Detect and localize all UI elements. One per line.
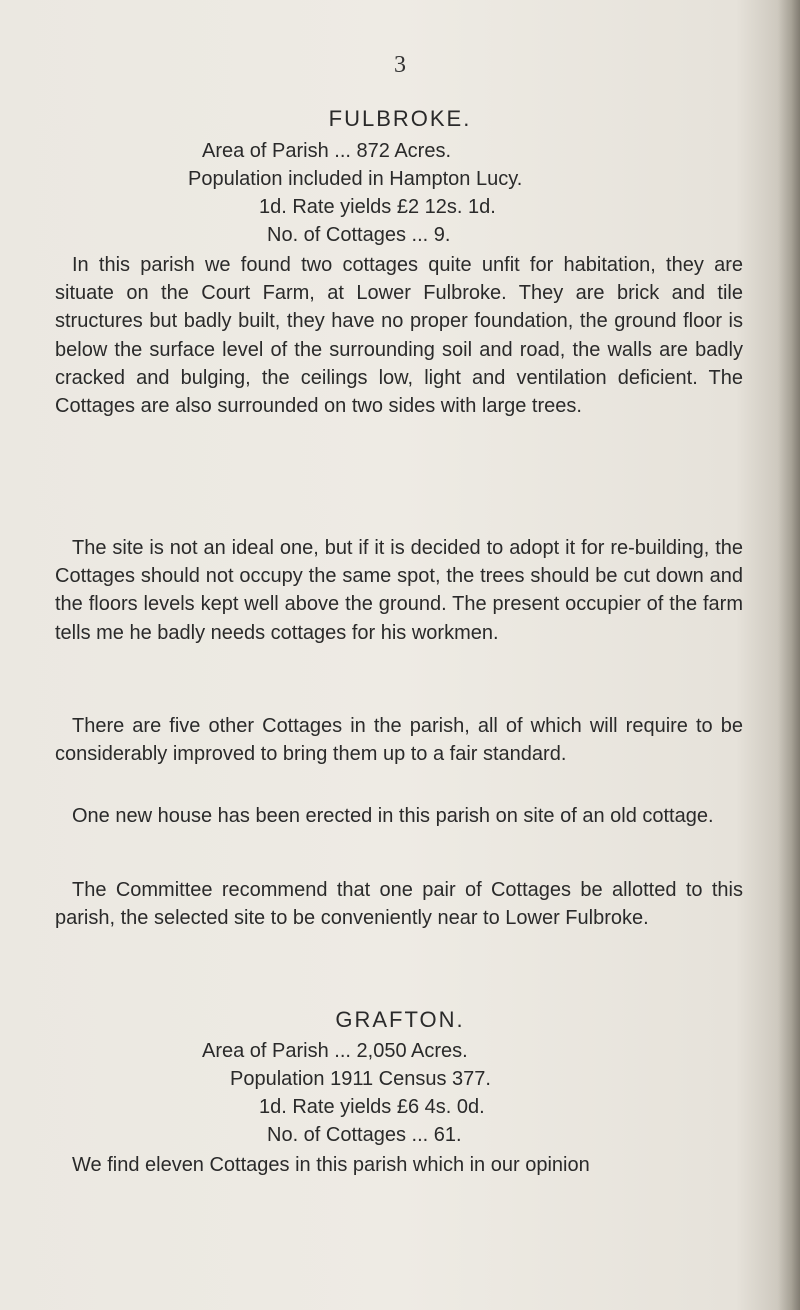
fulbroke-paragraph-2: The site is not an ideal one, but if it is decided to adopt it for re-building, the Cottages should not occupy the same spot, the trees should be cut down and the floors levels kept well above the ground. The present occupier of the farm tells me he badly needs cottages for his workmen.	[55, 537, 743, 644]
fulbroke-cottages: No. of Cottages ... 9.	[267, 224, 451, 246]
fulbroke-area: Area of Parish ... 872 Acres.	[202, 140, 452, 162]
fulbroke-paragraph-4: One new house has been erected in this parish on site of an old cottage.	[72, 805, 714, 827]
grafton-population: Population 1911 Census 377.	[230, 1068, 491, 1090]
grafton-area: Area of Parish ... 2,050 Acres.	[202, 1040, 468, 1062]
section-heading-grafton: GRAFTON.	[335, 1007, 465, 1032]
fulbroke-paragraph-5: The Committee recommend that one pair of Cottages be allotted to this parish, the selected site to be conveniently near to Lower Fulbroke.	[55, 879, 743, 930]
section-heading-fulbroke: FULBROKE.	[328, 106, 472, 131]
grafton-rate: 1d. Rate yields £6 4s. 0d.	[259, 1096, 485, 1118]
page-number: 3	[394, 52, 406, 78]
fulbroke-rate: 1d. Rate yields £2 12s. 1d.	[259, 196, 496, 218]
fulbroke-paragraph-1: In this parish we found two cottages quite unfit for habitation, they are situate on the Court Farm, at Lower Fulbroke. They are brick and tile structures but badly built, they have no proper foundation, the ground floor is below the surface level of the surrounding soil and road, the walls are badly cracked and bulging, the ceilings low, light and ventilation deficient. The Cottages are also surrounded on two sides with large trees.	[55, 254, 743, 418]
page-edge-shadow	[778, 0, 800, 1310]
fulbroke-population: Population included in Hampton Lucy.	[188, 168, 523, 190]
grafton-paragraph-1: We find eleven Cottages in this parish which in our opinion	[72, 1154, 590, 1176]
grafton-cottages: No. of Cottages ... 61.	[267, 1124, 462, 1146]
fulbroke-paragraph-3: There are five other Cottages in the parish, all of which will require to be considerably improved to bring them up to a fair standard.	[55, 715, 743, 766]
